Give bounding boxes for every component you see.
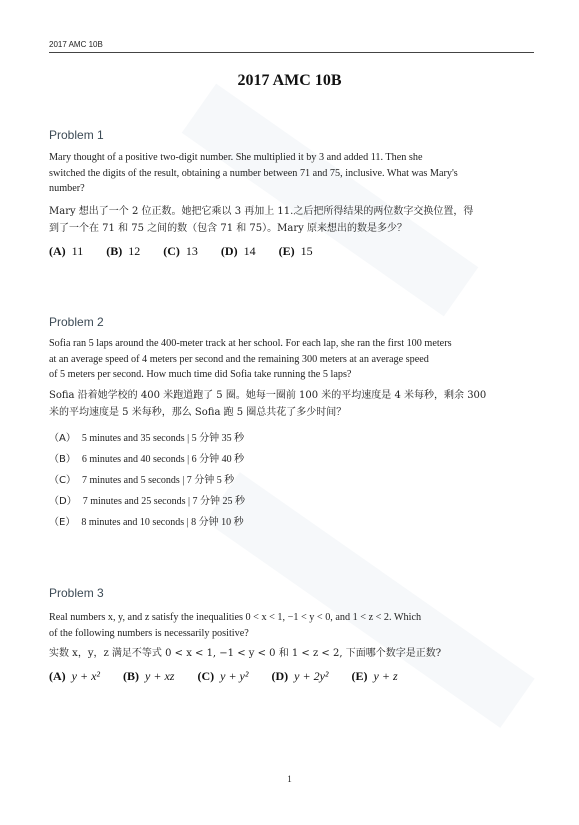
text-line: 米的平均速度是 5 米每秒，那么 Sofia 跑 5 圈总共花了多少时间？ <box>49 406 347 418</box>
text-line: Real numbers x, y, and z satisfy the inequalities 0 < x < 1, −1 < y < 0, and 1 < z < 2. Which <box>49 612 422 623</box>
page-title: 2017 AMC 10B <box>237 72 342 89</box>
choice-b: (B) 12 <box>106 244 141 258</box>
problem-3-chinese <box>49 646 535 663</box>
choice-c: (C) 13 <box>163 244 198 258</box>
choice-e: (E) y + z <box>351 669 398 683</box>
option-e: （E） 8 minutes and 10 seconds | 8 分钟 10 秒 <box>49 517 244 528</box>
problem-3-english <box>49 610 535 641</box>
option-a: （A） 5 minutes and 35 seconds | 5 分钟 35 秒 <box>49 433 245 444</box>
option-c: （C） 7 minutes and 5 seconds | 7 分钟 5 秒 <box>49 475 235 486</box>
choice-b: (B) y + xz <box>123 669 175 683</box>
problem-1-chinese <box>49 204 535 237</box>
choice-d: (D) 14 <box>220 244 256 258</box>
problem-1-heading: Problem 1 <box>49 128 104 142</box>
problem-2-english <box>49 336 535 383</box>
watermark-band <box>205 472 534 728</box>
running-header: 2017 AMC 10B <box>49 40 103 49</box>
text-line: 到了一个在 71 和 75 之间的数（包含 71 和 75）。Mary 原来想出的数是多少？ <box>49 222 407 234</box>
choice-a: (A) 11 <box>49 244 84 258</box>
option-d: （D） 7 minutes and 25 seconds | 7 分钟 25 秒 <box>49 496 245 507</box>
text-line: 实数 x，y，z 满足不等式 0 < x < 1, −1 < y < 0 和 1 < z < 2, 下面哪个数字是正数? <box>49 648 442 659</box>
choice-c: (C) y + y² <box>197 669 249 683</box>
choice-d: (D) y + 2y² <box>271 669 329 683</box>
problem-2-options <box>49 428 245 533</box>
text-line: switched the digits of the result, obtaining a number between 71 and 75, inclusive. What was Mary's <box>49 167 458 179</box>
problem-3-choices <box>49 669 418 684</box>
text-line: Mary thought of a positive two-digit number. She multiplied it by 3 and added 11. Then she <box>49 152 423 163</box>
page-number: 1 <box>287 774 292 784</box>
text-line: number? <box>49 183 85 195</box>
text-line: Sofia ran 5 laps around the 400-meter track at her school. For each lap, she ran the first 100 meters <box>49 338 452 349</box>
text-line: Sofia 沿着她学校的 400 米跑道跑了 5 圈。她每一圈前 100 米的平均速度是 4 米每秒，剩余 300 <box>49 390 487 401</box>
problem-1-english <box>49 150 535 197</box>
option-b: （B） 6 minutes and 40 seconds | 6 分钟 40 秒 <box>49 454 245 465</box>
choice-e: (E) 15 <box>278 244 313 258</box>
text-line: of 5 meters per second. How much time did Sofia take running the 5 laps? <box>49 369 352 381</box>
text-line: at an average speed of 4 meters per second and the remaining 300 meters at an average speed <box>49 353 429 365</box>
header-rule <box>49 52 534 53</box>
choice-a: (A) y + x² <box>49 669 101 683</box>
problem-1-choices <box>49 244 333 259</box>
problem-2-heading: Problem 2 <box>49 315 104 329</box>
problem-2-chinese <box>49 388 535 421</box>
text-line: Mary 想出了一个 2 位正数。她把它乘以 3 再加上 11.之后把所得结果的两位数字交换位置，得 <box>49 206 474 217</box>
watermark-band <box>182 84 479 317</box>
problem-3-heading: Problem 3 <box>49 586 104 600</box>
text-line: of the following numbers is necessarily positive? <box>49 627 249 639</box>
